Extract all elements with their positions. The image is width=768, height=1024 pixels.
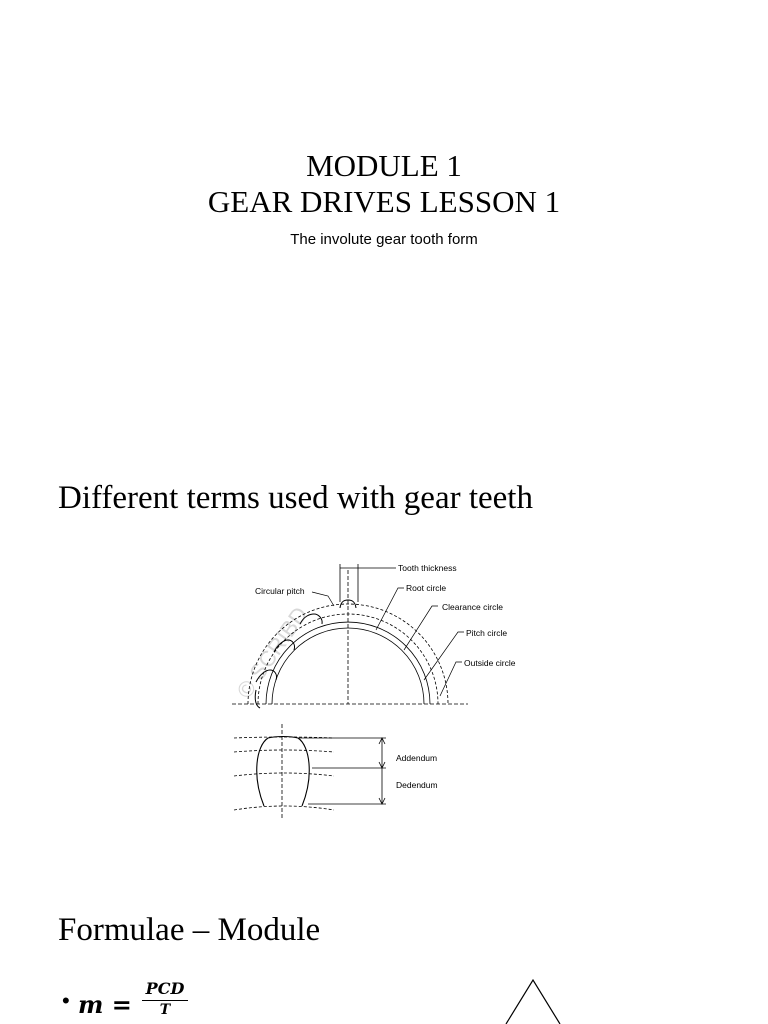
gear-terms-heading: Different terms used with gear teeth bbox=[58, 480, 533, 516]
label-outside-circle: Outside circle bbox=[464, 658, 516, 668]
formula-numerator: PCD bbox=[145, 979, 185, 998]
label-root-circle: Root circle bbox=[406, 583, 447, 593]
label-tooth-thickness: Tooth thickness bbox=[398, 563, 457, 573]
gear-terms-diagram bbox=[228, 540, 528, 820]
label-circular-pitch: Circular pitch bbox=[255, 586, 305, 596]
label-addendum: Addendum bbox=[396, 753, 438, 763]
label-clearance-circle: Clearance circle bbox=[442, 602, 503, 612]
label-dedendum: Dedendum bbox=[396, 780, 438, 790]
formula-denominator: T bbox=[159, 1002, 171, 1018]
formula-lhs: m = bbox=[78, 990, 132, 1019]
formulae-heading: Formulae – Module bbox=[58, 912, 321, 948]
lesson-subtitle: The involute gear tooth form bbox=[290, 231, 478, 248]
module-title: MODULE 1 bbox=[306, 148, 462, 183]
label-pitch-circle: Pitch circle bbox=[466, 628, 508, 638]
diagram-watermark: © SCRIBD bbox=[231, 602, 313, 703]
bullet-icon: • bbox=[62, 988, 70, 1013]
triangle-icon bbox=[500, 978, 570, 1024]
lesson-title: GEAR DRIVES LESSON 1 bbox=[207, 184, 561, 219]
module-formula bbox=[62, 978, 202, 1024]
formula-fraction bbox=[142, 980, 188, 1019]
tooth-profile-view bbox=[234, 724, 386, 818]
